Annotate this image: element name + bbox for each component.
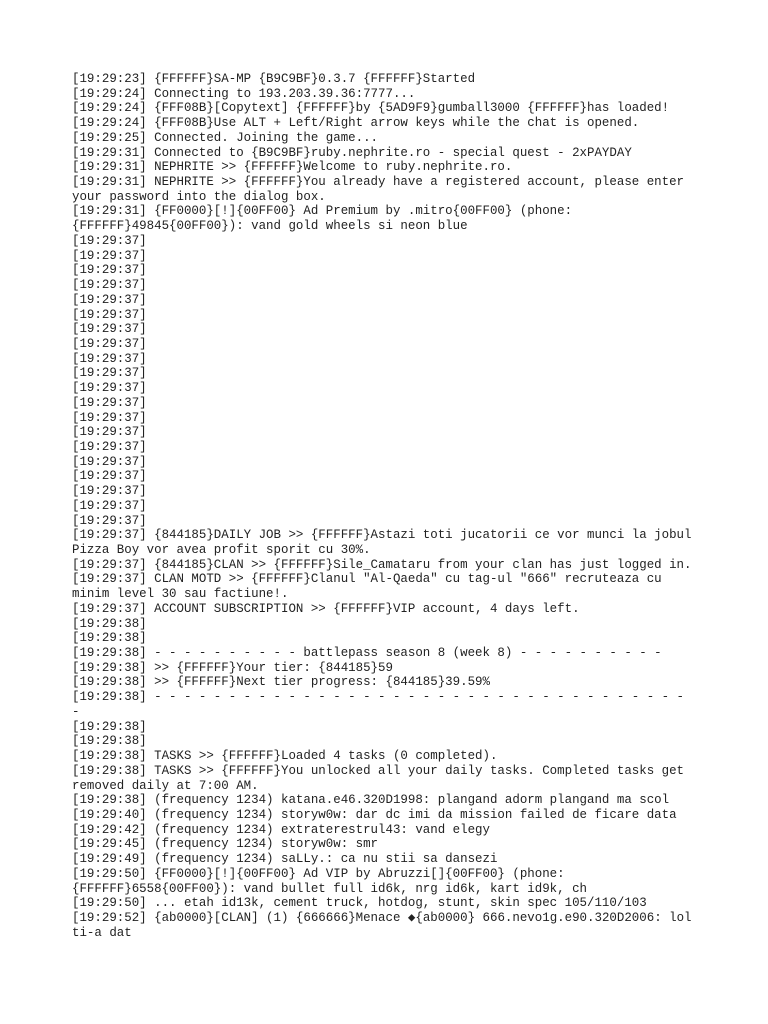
log-line: [19:29:49] (frequency 1234) saLLy.: ca nu stii sa dansezi [72, 852, 498, 867]
log-line: [19:29:37] [72, 278, 147, 293]
log-line: [19:29:37] [72, 248, 147, 263]
log-line: [19:29:31] {FF0000}[!]{00FF00} Ad Premium by .mitro{00FF00} (phone: [72, 204, 573, 219]
log-line: [19:29:45] (frequency 1234) storyw0w: smr [72, 837, 379, 852]
log-line: [19:29:37] [72, 381, 147, 396]
log-line: [19:29:37] [72, 233, 147, 248]
log-line: [19:29:52] {ab0000}[CLAN] (1) {666666}Menace ◆{ab0000} 666.nevo1g.e90.320D2006: lol [72, 910, 692, 925]
log-line: [19:29:37] ACCOUNT SUBSCRIPTION >> {FFFFFF}VIP account, 4 days left. [72, 601, 580, 616]
log-line: [19:29:50] {FF0000}[!]{00FF00} Ad VIP by Abruzzi[]{00FF00} (phone: [72, 866, 565, 881]
log-line: [19:29:24] {FFF08B}[Copytext] {FFFFFF}by {5AD9F9}gumball3000 {FFFFFF}has loaded! [72, 101, 670, 116]
log-line: [19:29:42] (frequency 1234) extraterestrul43: vand elegy [72, 822, 490, 837]
log-line: [19:29:23] {FFFFFF}SA-MP {B9C9BF}0.3.7 {FFFFFF}Started [72, 72, 476, 86]
log-line: [19:29:38] [72, 631, 147, 646]
log-line: [19:29:37] [72, 513, 147, 528]
log-line: ti-a dat [72, 925, 132, 940]
log-line: [19:29:37] [72, 263, 147, 278]
log-line: [19:29:38] [72, 616, 147, 631]
log-line: [19:29:37] [72, 395, 147, 410]
log-line: [19:29:37] {844185}DAILY JOB >> {FFFFFF}Astazi toti jucatorii ce vor munci la jobul [72, 528, 692, 543]
log-line: [19:29:37] [72, 307, 147, 322]
log-line: Pizza Boy vor avea profit sporit cu 30%. [72, 543, 371, 557]
log-line: [19:29:38] >> {FFFFFF}Next tier progress: {844185}39.59% [72, 675, 490, 690]
log-line: [19:29:50] ... etah id13k, cement truck, hotdog, stunt, skin spec 105/110/103 [72, 896, 647, 911]
log-line: [19:29:37] [72, 469, 147, 484]
log-line: [19:29:37] [72, 439, 147, 454]
log-line: [19:29:38] (frequency 1234) katana.e46.320D1998: plangand adorm plangand ma scol [72, 793, 670, 808]
log-line: [19:29:38] - - - - - - - - - - battlepass season 8 (week 8) - - - - - - - - - - [72, 646, 662, 661]
log-line: [19:29:25] Connected. Joining the game... [72, 130, 379, 145]
log-line: [19:29:38] - - - - - - - - - - - - - - - - - - - - - - - - - - - - - - - - - - - - [72, 690, 685, 705]
log-line: [19:29:31] NEPHRITE >> {FFFFFF}You already have a registered account, please enter [72, 175, 685, 190]
log-line: - [72, 704, 80, 719]
log-line: [19:29:38] [72, 719, 147, 734]
log-line: [19:29:31] NEPHRITE >> {FFFFFF}Welcome to ruby.nephrite.ro. [72, 160, 513, 175]
chatlog-document [72, 72, 702, 940]
log-line: [19:29:38] >> {FFFFFF}Your tier: {844185}59 [72, 660, 393, 675]
log-line: your password into the dialog box. [72, 189, 326, 204]
log-line: [19:29:37] [72, 454, 147, 469]
log-line: [19:29:38] TASKS >> {FFFFFF}Loaded 4 tasks (0 completed). [72, 749, 498, 764]
log-line: [19:29:37] [72, 410, 147, 425]
log-line: [19:29:37] [72, 366, 147, 381]
log-line: [19:29:24] {FFF08B}Use ALT + Left/Right arrow keys while the chat is opened. [72, 116, 640, 131]
log-line: [19:29:31] Connected to {B9C9BF}ruby.nephrite.ro - special quest - 2xPAYDAY [72, 145, 632, 160]
log-line: [19:29:38] [72, 734, 147, 749]
log-line: [19:29:38] TASKS >> {FFFFFF}You unlocked all your daily tasks. Completed tasks get [72, 763, 685, 778]
log-line: [19:29:37] [72, 292, 147, 307]
log-line: [19:29:37] [72, 322, 147, 337]
log-line: removed daily at 7:00 AM. [72, 778, 259, 793]
log-line: {FFFFFF}49845{00FF00}): vand gold wheels si neon blue [72, 219, 468, 234]
log-line: [19:29:37] [72, 498, 147, 513]
log-line: [19:29:40] (frequency 1234) storyw0w: dar dc imi da mission failed de ficare data [72, 807, 677, 822]
log-line: [19:29:37] [72, 336, 147, 351]
log-line: [19:29:24] Connecting to 193.203.39.36:7777... [72, 86, 416, 101]
log-line: [19:29:37] [72, 351, 147, 366]
log-line: [19:29:37] [72, 484, 147, 499]
log-line: {FFFFFF}6558{00FF00}): vand bullet full id6k, nrg id6k, kart id9k, ch [72, 881, 587, 896]
log-line: [19:29:37] [72, 425, 147, 440]
log-line: [19:29:37] CLAN MOTD >> {FFFFFF}Clanul "Al-Qaeda" cu tag-ul "666" recruteaza cu [72, 572, 662, 587]
log-line: [19:29:37] {844185}CLAN >> {FFFFFF}Sile_Camataru from your clan has just logged in. [72, 557, 692, 572]
log-line: minim level 30 sau factiune!. [72, 587, 289, 602]
